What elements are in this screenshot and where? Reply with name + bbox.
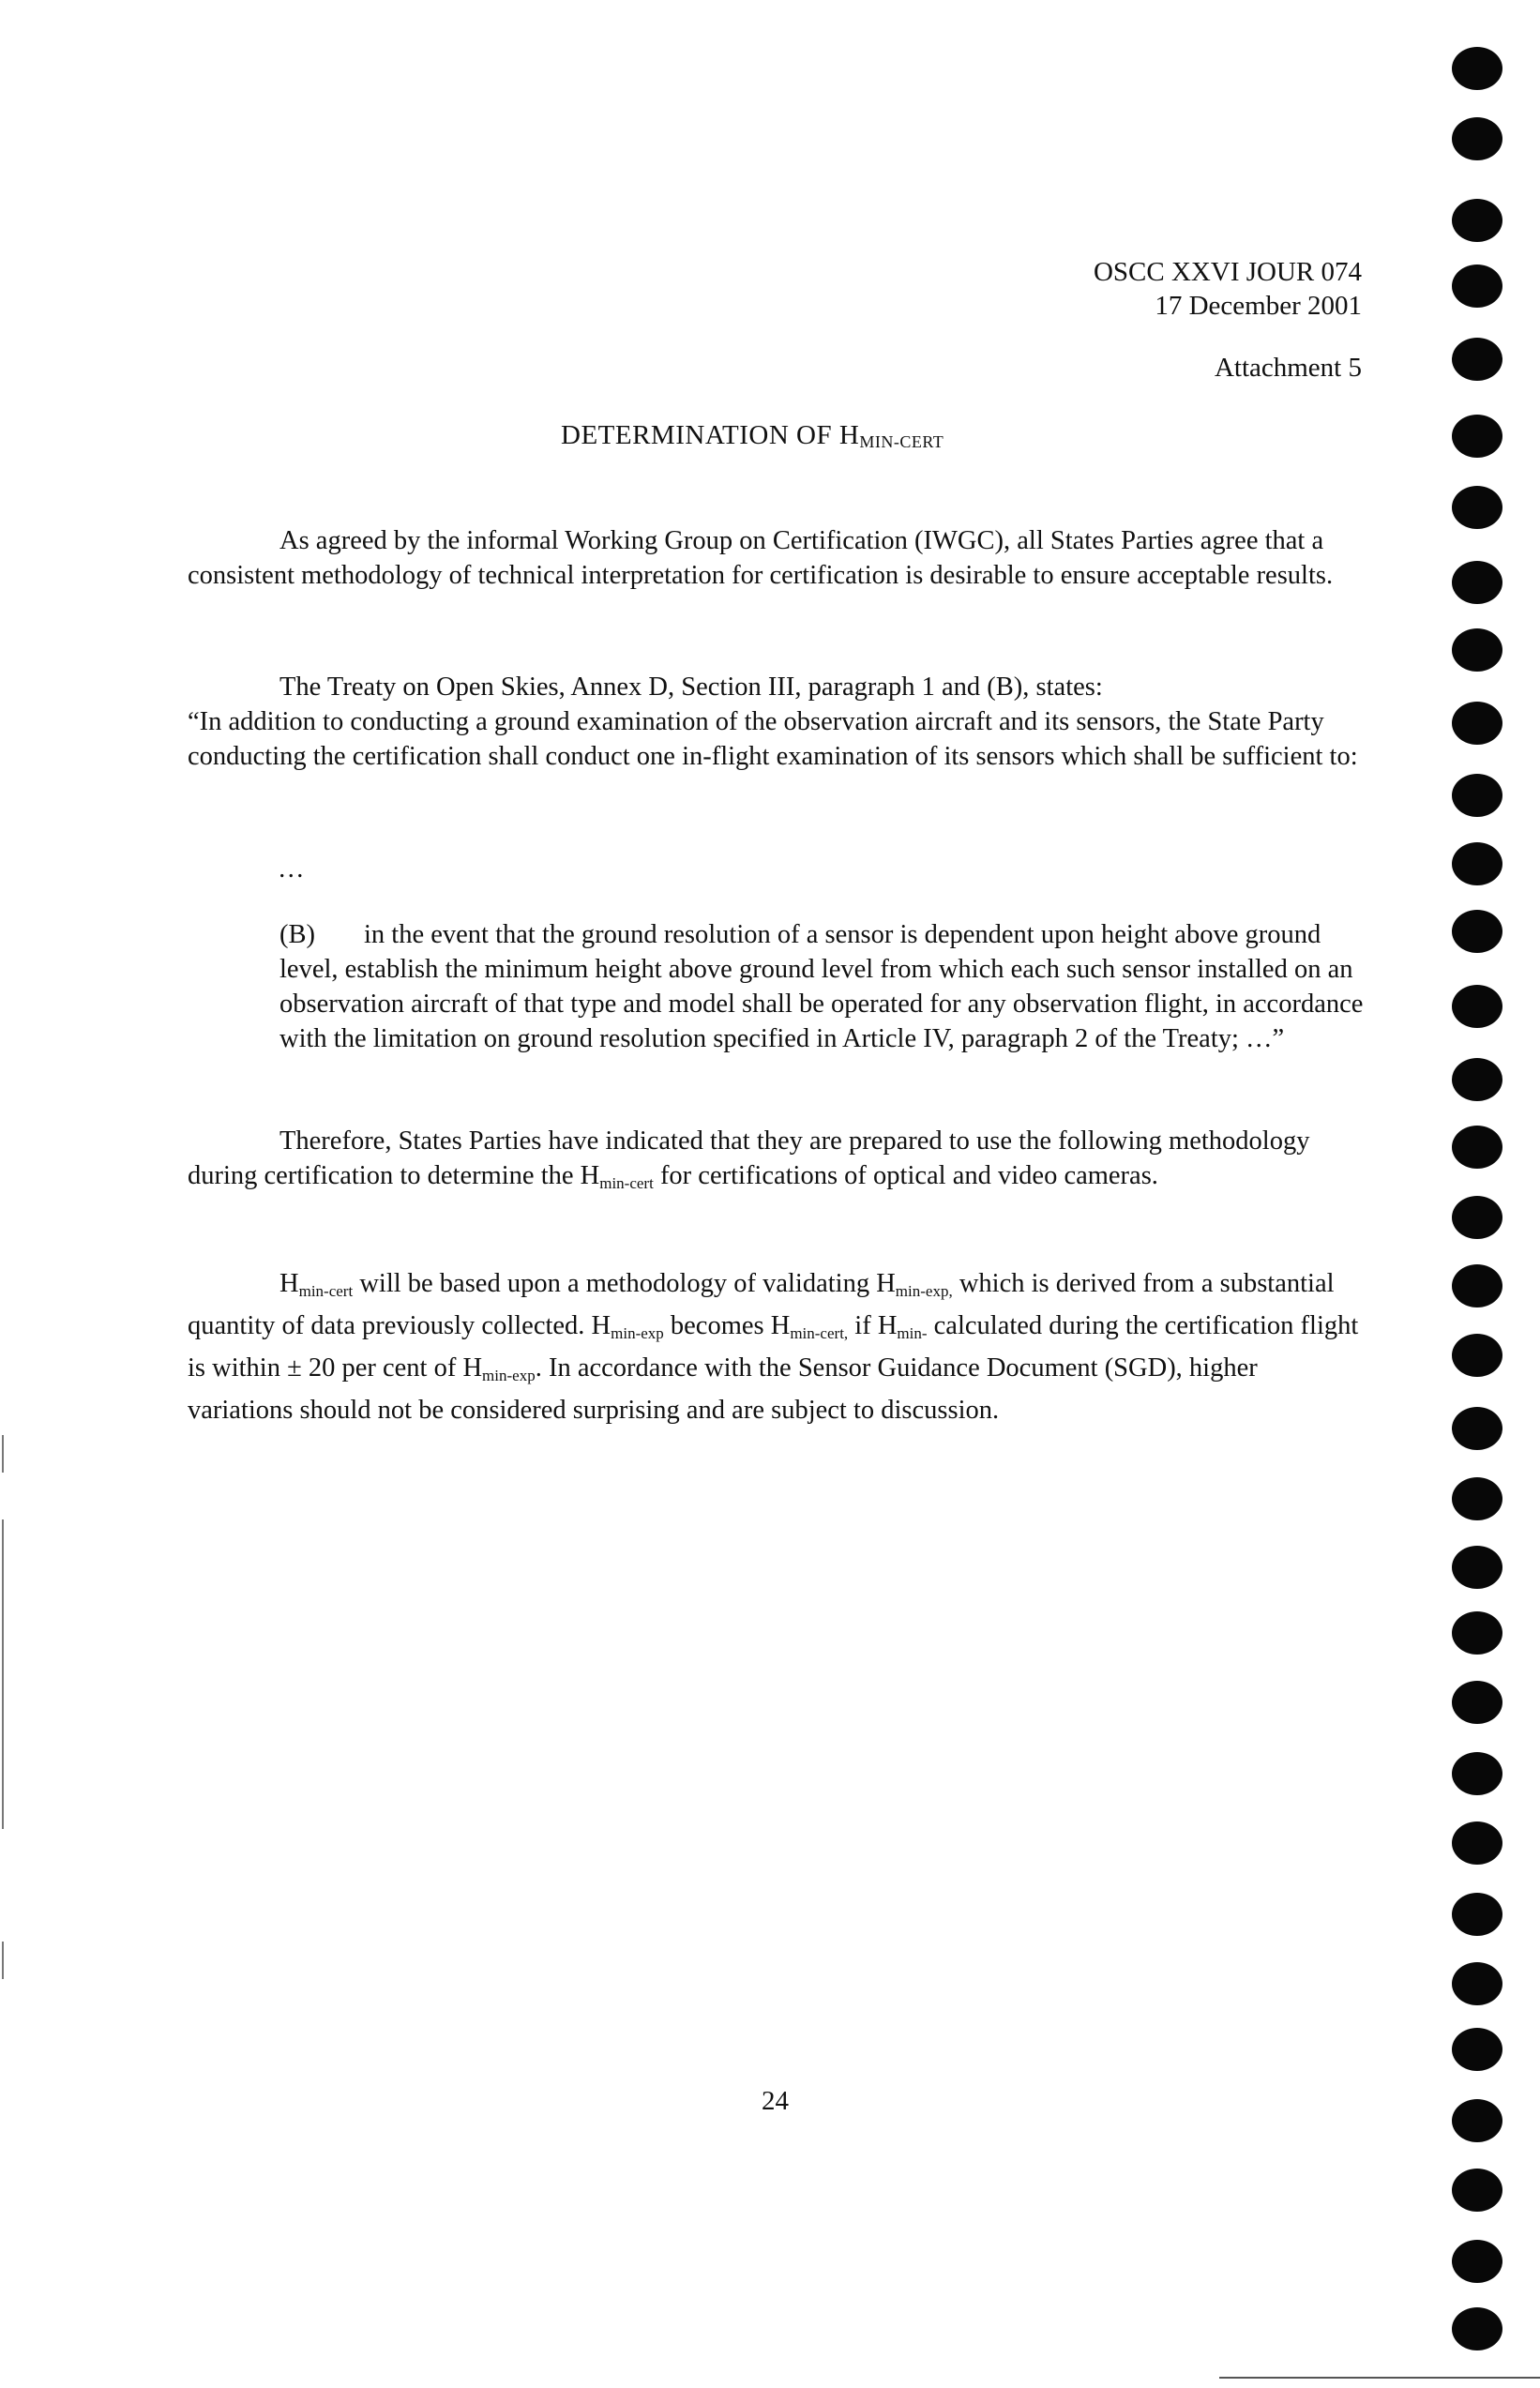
binder-hole	[1452, 1196, 1502, 1239]
binder-hole	[1452, 117, 1502, 160]
binder-hole	[1452, 1893, 1502, 1936]
binder-hole	[1452, 1752, 1502, 1795]
binder-hole	[1452, 264, 1502, 308]
p4-sub1: min-cert	[298, 1282, 354, 1300]
p4-t1: will be based upon a methodology of validating H	[353, 1269, 896, 1298]
binder-hole	[1452, 1681, 1502, 1724]
paragraph-b-text: in the event that the ground resolution of a sensor is dependent upon height above ground level, establish the minimum height above ground level from which each such sensor installed on an observation aircraft of that type and model shall be operated for any observation flight, in accordance with the limitation on ground resolution specified in Article IV, paragraph 2 of the Treaty; …”	[279, 920, 1364, 1053]
binder-hole	[1452, 702, 1502, 745]
binder-hole	[1452, 2099, 1502, 2142]
paragraph-methodology-text-a: Therefore, States Parties have indicated that they are prepared to use the following methodology during certification to determine the H	[188, 1126, 1310, 1190]
binder-hole	[1452, 415, 1502, 458]
document-reference: OSCC XXVI JOUR 074	[1093, 257, 1362, 287]
binder-hole	[1452, 1546, 1502, 1589]
title-prefix: DETERMINATION OF H	[561, 420, 860, 450]
binder-hole	[1452, 2028, 1502, 2071]
scan-edge-mark	[2, 1519, 4, 1829]
binder-hole	[1452, 1962, 1502, 2005]
paragraph-methodology	[188, 1124, 1369, 1201]
scan-edge-mark	[2, 1435, 4, 1473]
binder-hole	[1452, 842, 1502, 885]
scan-edge-mark	[2, 1942, 4, 1979]
scan-bottom-edge	[1219, 2377, 1540, 2379]
p4-t5: calculated during the certification flight is within ± 20 per cent of H	[188, 1311, 1359, 1383]
p4-t6: . In accordance with the Sensor Guidance Document (SGD), higher variations should not be considered surprising and are subject to discussion.	[188, 1353, 1258, 1425]
document-date: 17 December 2001	[1155, 291, 1362, 321]
p4-t2: which is derived from a substantial quantity of data previously collected. H	[188, 1269, 1335, 1340]
binder-hole	[1452, 1611, 1502, 1655]
paragraph-b-label: (B)	[279, 920, 315, 949]
paragraph-methodology-text-b: for certifications of optical and video cameras.	[653, 1161, 1158, 1190]
p4-t3: becomes H	[663, 1311, 791, 1340]
binder-hole	[1452, 1334, 1502, 1377]
binder-hole	[1452, 628, 1502, 672]
p4-sub6: min-exp	[482, 1367, 536, 1384]
binder-hole	[1452, 1407, 1502, 1450]
p4-sub5: min-	[897, 1324, 928, 1342]
quote-ellipsis: …	[278, 854, 305, 884]
paragraph-treaty-lead: The Treaty on Open Skies, Annex D, Section III, paragraph 1 and (B), states:	[279, 673, 1103, 702]
p4-h1: H	[279, 1269, 299, 1298]
paragraph-b	[279, 917, 1367, 1056]
title-subscript: MIN-CERT	[859, 432, 944, 451]
binder-holes	[1452, 47, 1508, 2364]
binder-hole	[1452, 1126, 1502, 1169]
binder-hole	[1452, 486, 1502, 529]
p4-sub2: min-exp,	[895, 1282, 953, 1300]
paragraph-agreement	[188, 523, 1369, 593]
binder-hole	[1452, 2307, 1502, 2350]
p4-sub4: min-cert,	[790, 1324, 849, 1342]
binder-hole	[1452, 1477, 1502, 1520]
paragraph-treaty	[188, 670, 1369, 774]
document-header	[1094, 255, 1362, 323]
attachment-label: Attachment 5	[1214, 353, 1362, 383]
binder-hole	[1452, 985, 1502, 1028]
binder-hole	[1452, 1264, 1502, 1307]
binder-hole	[1452, 1058, 1502, 1101]
paragraph-methodology-sub: min-cert	[599, 1174, 654, 1192]
binder-hole	[1452, 774, 1502, 817]
binder-hole	[1452, 338, 1502, 381]
binder-hole	[1452, 561, 1502, 604]
paragraph-treaty-quote: “In addition to conducting a ground examination of the observation aircraft and its sensors, the State Party conducting the certification shall conduct one in-flight examination of its sensors which shall be sufficient to:	[188, 707, 1358, 771]
page-title	[561, 420, 944, 452]
binder-hole	[1452, 910, 1502, 953]
binder-hole	[1452, 2169, 1502, 2212]
paragraph-agreement-text: As agreed by the informal Working Group on Certification (IWGC), all States Parties agree that a consistent methodology of technical interpretation for certification is desirable to ensure acceptable results.	[188, 526, 1334, 590]
page-number: 24	[762, 2086, 789, 2116]
p4-sub3: min-exp	[611, 1324, 664, 1342]
binder-hole	[1452, 199, 1502, 242]
binder-hole	[1452, 1821, 1502, 1865]
paragraph-hmin-cert	[188, 1266, 1369, 1428]
p4-t4: if H	[848, 1311, 898, 1340]
binder-hole	[1452, 47, 1502, 90]
binder-hole	[1452, 2240, 1502, 2283]
